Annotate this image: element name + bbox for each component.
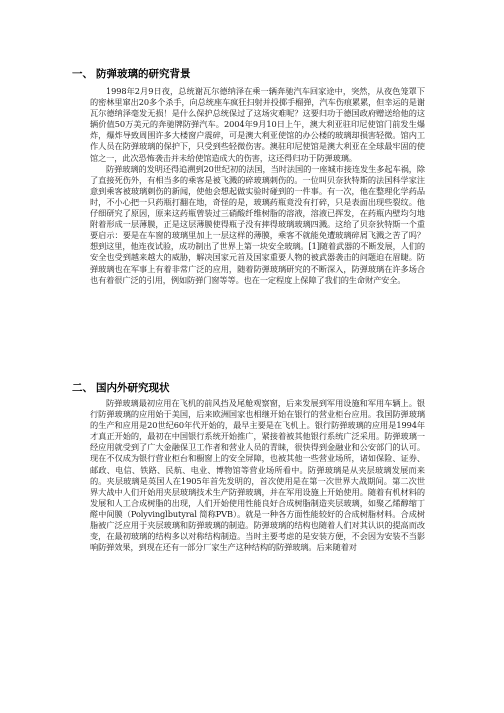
paragraph: 防弹玻璃最初应用在飞机的前风挡及尾舱观察窗，后来发展到军用设施和军用车辆上。银行防弹玻璃的应用始于美国，后来欧洲国家也相继开始在银行的营业柜台应用。我国防弹玻璃的生产和应用是20世纪60年代开始的，最早主要是在飞机上。银行防弹玻璃的应用是1994年才真正开始的，最初在中国银行系统开始推广，紧接着被其他银行系统广泛采用。防弹玻璃一经应用就受到了广大金融保卫工作者和营业人员的青睐，很快得到金融业和公安部门的认可。现在不仅成为银行营业柜台和橱窗上的安全屏障，也被其他一些营业场所，诸如保险、证券、邮政、电信、铁路、民航、电业、博物馆等营业场所看中。防弹玻璃是从夹层玻璃发展而来的。夹层玻璃是英国人在1905年首先发明的，首次使用是在第一次世界大战期间。第二次世界大战中人们开始用夹层玻璃技术生产防弹玻璃，并在军用设施上开始使用。随着有机材料的发展和人工合成树脂的出现，人们开始使用性能良好合成树脂制造夹层玻璃，如聚乙烯醇缩丁醛中间膜（Polyvinglbutyral 简称PVB）。就是一种各方面性能较好的合成树脂材料。合成树脂被广泛应用于夹层玻璃和防弹玻璃的制造。防弹玻璃的结构也随着人们对其认识的提高而改变，在最初玻璃的结构多以对称结构制造。当时主要考虑的是安装方便，不会因为安装不当影响防弹效果，到现在还有一部分厂家生产这种结构的防弹玻璃。后来随着对 xyxy=(90,398,425,553)
section-number: 一、 xyxy=(72,68,93,80)
paragraph: 防弹玻璃的发明还得追溯到20世纪初的法国，当时法国的一座城市接连发生多起车祸，除了直接死伤外，有相当多的乘客是被飞溅的碎玻璃刺伤的。一位叫贝奈狄特斯的法国科学家注意到乘客被玻璃刺伤的新闻，使他会想起做实验时碰到的一件事。有一次，他在整理化学药品时，不小心把一只药瓶打翻在地，奇怪的是，玻璃药瓶竟没有打碎，只是表面出现些裂纹。他仔细研究了原因，原来这药瓶曾装过三硝酸纤维树脂的溶液，溶液已挥发，在药瓶内壁均匀地附着形成一层薄膜，正是这层薄膜使得瓶子没有摔得玻璃玻璃四溅。这给了贝奈狄特斯一个重要启示：要是在车窗的玻璃里加上一层这样的薄膜，乘客不就能免遭玻璃碎屑飞溅之苦了吗？想到这里，他连夜试验，成功制出了世界上第一块安全玻璃。[1]随着武器的不断发展，人们的安全也受到越来越大的威胁，解决国家元首及国家重要人物的被武器袭击的问题迫在眉睫。防弹玻璃也在军事上有着非常广泛的应用，随着防弹玻璃研究的不断深入，防弹玻璃在许多场合也有着很广泛的引用，例如防弹门窗等等。也在一定程度上保障了我们的生命财产安全。 xyxy=(90,163,425,285)
section-number: 二、 xyxy=(72,382,93,394)
section-heading-1 xyxy=(72,66,191,81)
section-body-1 xyxy=(90,86,425,286)
section-title: 防弹玻璃的研究背景 xyxy=(96,68,191,80)
section-body-2 xyxy=(90,398,425,553)
section-heading-2 xyxy=(72,380,170,395)
paragraph: 1998年2月9日夜，总统谢瓦尔德纳泽在乘一辆奔驰汽车回家途中，突然，从夜色笼罩下的密林里窜出20多个杀手，向总统座车疯狂扫射并投掷手榴弹，汽车伤痕累累，但幸运的是谢瓦尔德纳泽毫发无损！是什么保护总统保过了这场灾难呢？这要归功于德国政府赠送给他的这辆价值50万美元的奔驰牌防弹汽车。2004年9月10日上午，澳大利亚驻印尼使馆门前发生爆炸，爆炸导致周围许多大楼窗户震碎，可是澳大利亚使馆的办公楼的玻璃却损害轻微。馆内工作人员在防弹玻璃的保护下，只受到些轻微伤害。澳驻印尼使馆是澳大利亚在全球最牢固的使馆之一，此次恐怖袭击并未给使馆造成大的伤害，这还得归功于防弹玻璃。 xyxy=(90,86,425,163)
section-title: 国内外研究现状 xyxy=(96,382,170,394)
